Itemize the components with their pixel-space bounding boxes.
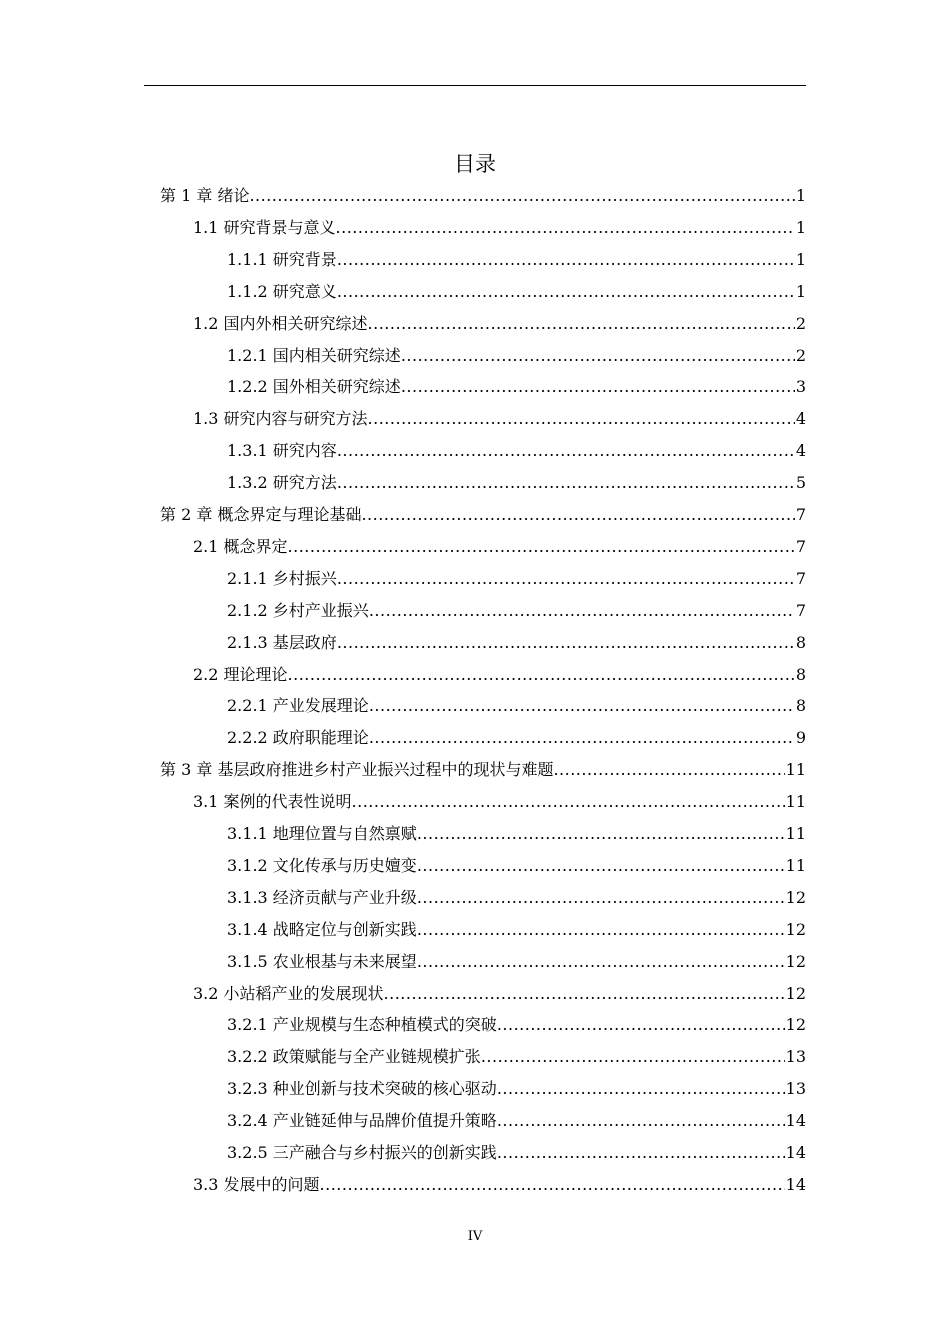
toc-entry-page: 13: [785, 1079, 806, 1099]
toc-entry-level-3[interactable]: [227, 600, 806, 622]
toc-entry-page: 11: [785, 792, 806, 812]
toc-entry-label: 1.3.1 研究内容: [227, 441, 337, 461]
toc-leader-dots: [337, 632, 795, 654]
toc-entry-label: 3.1.4 战略定位与创新实践: [227, 919, 417, 939]
toc-entry-label: 1.2 国内外相关研究综述: [193, 313, 368, 333]
toc-entry-label: 3.3 发展中的问题: [193, 1174, 320, 1194]
toc-entry-page: 9: [795, 728, 806, 748]
toc-leader-dots: [553, 759, 784, 781]
toc-entry-level-2[interactable]: [193, 664, 806, 686]
toc-entry-level-2[interactable]: [193, 791, 806, 813]
toc-entry-level-2[interactable]: [193, 1174, 806, 1196]
toc-leader-dots: [369, 600, 795, 622]
toc-entry-page: 12: [785, 919, 806, 939]
toc-leader-dots: [320, 1174, 785, 1196]
toc-entry-label: 3.2 小站稻产业的发展现状: [193, 983, 384, 1003]
toc-entry-page: 14: [785, 1174, 806, 1194]
toc-entry-label: 1.1.1 研究背景: [227, 249, 337, 269]
toc-leader-dots: [336, 217, 795, 239]
toc-leader-dots: [384, 983, 785, 1005]
toc-entry-label: 第 2 章 概念界定与理论基础: [160, 505, 362, 524]
toc-entry-page: 12: [785, 951, 806, 971]
toc-entry-level-3[interactable]: [227, 855, 806, 877]
toc-entry-level-3[interactable]: [227, 1078, 806, 1100]
header-rule: [144, 85, 806, 86]
toc-entry-label: 3.2.1 产业规模与生态种植模式的突破: [227, 1015, 497, 1035]
toc-leader-dots: [368, 313, 795, 335]
toc-leader-dots: [417, 823, 785, 845]
toc-entry-level-3[interactable]: [227, 919, 806, 941]
toc-entry-label: 1.2.1 国内相关研究综述: [227, 345, 401, 365]
toc-entry-page: 2: [795, 345, 806, 365]
toc-leader-dots: [337, 472, 795, 494]
toc-entry-level-2[interactable]: [193, 983, 806, 1005]
toc-entry-page: 8: [795, 664, 806, 684]
toc-entry-level-3[interactable]: [227, 632, 806, 654]
toc-entry-page: 14: [785, 1143, 806, 1162]
toc-entry-page: 14: [785, 1111, 806, 1131]
toc-entry-level-2[interactable]: [193, 408, 806, 430]
toc-entry-level-3[interactable]: [227, 823, 806, 845]
toc-leader-dots: [369, 727, 795, 749]
toc-entry-level-3[interactable]: [227, 1110, 806, 1132]
toc-entry-page: 11: [785, 855, 806, 875]
toc-entry-label: 2.1.2 乡村产业振兴: [227, 600, 369, 620]
toc-leader-dots: [288, 536, 795, 558]
toc-leader-dots: [337, 249, 795, 271]
toc-entry-level-3[interactable]: [227, 472, 806, 494]
toc-entry-label: 2.2 理论理论: [193, 664, 288, 684]
toc-entry-label: 1.1.2 研究意义: [227, 281, 337, 301]
toc-entry-label: 3.2.2 政策赋能与全产业链规模扩张: [227, 1047, 481, 1067]
toc-entry-page: 1: [795, 217, 806, 237]
toc-entry-level-3[interactable]: [227, 727, 806, 749]
toc-entry-level-2[interactable]: [193, 217, 806, 239]
toc-entry-level-3[interactable]: [227, 376, 806, 398]
toc-entry-page: 7: [795, 505, 806, 524]
toc-entry-label: 1.3 研究内容与研究方法: [193, 409, 368, 429]
toc-leader-dots: [352, 791, 785, 813]
toc-entry-level-2[interactable]: [193, 536, 806, 558]
toc-entry-level-3[interactable]: [227, 249, 806, 271]
toc-entry-level-1[interactable]: [160, 185, 806, 207]
toc-leader-dots: [401, 345, 795, 367]
toc-entry-page: 13: [785, 1047, 806, 1067]
toc-entry-label: 3.1.5 农业根基与未来展望: [227, 951, 417, 971]
toc-entry-label: 2.1.3 基层政府: [227, 632, 337, 652]
toc-entry-page: 8: [795, 632, 806, 652]
toc-entry-label: 3.1.2 文化传承与历史嬗变: [227, 855, 417, 875]
toc-entry-label: 3.2.3 种业创新与技术突破的核心驱动: [227, 1079, 497, 1099]
toc-entry-level-3[interactable]: [227, 951, 806, 973]
toc-entry-label: 2.1 概念界定: [193, 536, 288, 556]
toc-leader-dots: [369, 695, 795, 717]
toc-entry-page: 8: [795, 696, 806, 716]
toc-entry-level-3[interactable]: [227, 1046, 806, 1068]
toc-leader-dots: [288, 664, 795, 686]
toc-entry-level-2[interactable]: [193, 313, 806, 335]
toc-leader-dots: [481, 1046, 785, 1068]
toc-entry-page: 7: [795, 600, 806, 620]
toc-entry-page: 3: [795, 377, 806, 397]
toc-leader-dots: [368, 408, 795, 430]
toc-entry-page: 12: [785, 983, 806, 1003]
toc-leader-dots: [497, 1014, 785, 1036]
toc-entry-label: 1.3.2 研究方法: [227, 473, 337, 493]
toc-entry-label: 3.1.3 经济贡献与产业升级: [227, 887, 417, 907]
toc-entry-level-3[interactable]: [227, 1142, 806, 1164]
toc-entry-level-3[interactable]: [227, 1014, 806, 1036]
toc-entry-page: 2: [795, 313, 806, 333]
toc-entry-level-3[interactable]: [227, 695, 806, 717]
toc-entry-page: 11: [785, 760, 806, 780]
toc-entry-label: 3.1.1 地理位置与自然禀赋: [227, 824, 417, 843]
toc-entry-page: 12: [785, 1015, 806, 1035]
toc-entry-page: 12: [785, 887, 806, 907]
page-number: IV: [467, 1229, 483, 1244]
toc-entry-label: 3.2.4 产业链延伸与品牌价值提升策略: [227, 1111, 497, 1131]
toc-leader-dots: [417, 887, 785, 909]
toc-entry-page: 4: [795, 441, 806, 461]
toc-entry-page: 4: [795, 409, 806, 429]
toc-entry-level-3[interactable]: [227, 887, 806, 909]
toc-entry-page: 1: [795, 281, 806, 301]
toc-entry-level-3[interactable]: [227, 568, 806, 590]
toc-title: 目录: [454, 152, 496, 176]
toc-entry-page: 7: [795, 568, 806, 588]
toc-leader-dots: [249, 185, 794, 207]
toc-leader-dots: [337, 568, 795, 590]
toc-entry-label: 第 1 章 绪论: [160, 186, 250, 205]
toc-entry-label: 3.2.5 三产融合与乡村振兴的创新实践: [227, 1143, 497, 1162]
toc-entry-label: 1.1 研究背景与意义: [193, 217, 336, 237]
toc-leader-dots: [497, 1142, 785, 1164]
toc-leader-dots: [417, 855, 785, 877]
toc-entry-level-3[interactable]: [227, 345, 806, 367]
toc-entry-level-1[interactable]: [160, 504, 806, 526]
toc-entry-page: 11: [785, 824, 806, 843]
toc-entry-page: 5: [795, 473, 806, 493]
toc-entry-label: 2.1.1 乡村振兴: [227, 568, 337, 588]
toc-leader-dots: [417, 951, 785, 973]
toc-leader-dots: [361, 504, 794, 526]
toc-leader-dots: [417, 919, 785, 941]
toc-leader-dots: [401, 376, 795, 398]
toc-entry-page: 1: [795, 249, 806, 269]
toc-entry-level-1[interactable]: [160, 759, 806, 781]
toc-entry-label: 3.1 案例的代表性说明: [193, 792, 352, 812]
toc-entry-label: 第 3 章 基层政府推进乡村产业振兴过程中的现状与难题: [160, 760, 554, 780]
toc-leader-dots: [337, 281, 795, 303]
toc-entry-label: 2.2.1 产业发展理论: [227, 696, 369, 716]
toc-entry-label: 2.2.2 政府职能理论: [227, 728, 369, 748]
toc-leader-dots: [497, 1078, 785, 1100]
toc-leader-dots: [497, 1110, 785, 1132]
toc-entry-level-3[interactable]: [227, 440, 806, 462]
toc-entry-page: 1: [795, 186, 806, 205]
toc-entry-label: 1.2.2 国外相关研究综述: [227, 377, 401, 397]
toc-entry-level-3[interactable]: [227, 281, 806, 303]
toc-leader-dots: [337, 440, 795, 462]
toc-entry-page: 7: [795, 536, 806, 556]
